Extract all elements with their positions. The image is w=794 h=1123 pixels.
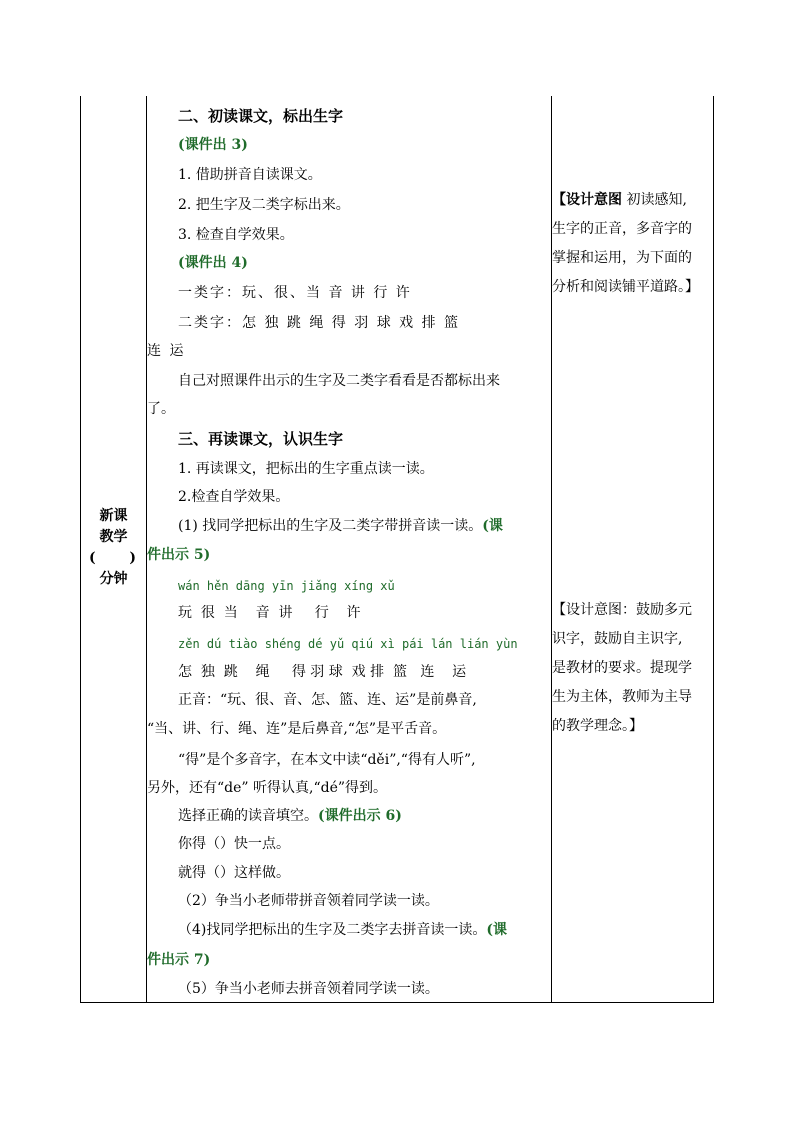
design-intent-note-1: 【设计意图 初读感知, 生字的正音，多音字的 掌握和运用，为下面的 分析和阅读铺平道路。】 [552, 192, 699, 295]
section-label [81, 506, 146, 590]
hanzi-row-1: 玩 很 当 音 讲 行 许 [178, 605, 361, 621]
section-label-line2: 教学 [99, 529, 128, 545]
fill-blank-1: 你得（）快一点。 [178, 836, 290, 852]
courseware-ref-4: (课件出 4) [178, 255, 248, 271]
polyphone-note: “得”是个多音字，在本文中读“děi”,“得有人听”, [178, 752, 476, 768]
class2-characters-cont: 连 运 [147, 343, 186, 359]
pinyin-row-2: zěn dú tiào shéng dé yǔ qiú xì pái lán lián yùn [178, 637, 518, 651]
courseware-ref-5-cont: 件出示 5) [147, 547, 211, 563]
reread-step-4: （2）争当小老师带拼音领着同学读一读。 [178, 893, 439, 909]
heading-first-reading: 二、初读课文，标出生字 [178, 107, 344, 125]
heading-second-reading: 三、再读课文，认识生字 [178, 430, 344, 448]
step-3: 3. 检查自学效果。 [178, 227, 294, 243]
table-border-bottom [80, 1002, 714, 1003]
pronunciation-correction-cont: “当、讲、行、绳、连”是后鼻音,“怎”是平舌音。 [147, 721, 447, 737]
reread-step-5: （4)找同学把标出的生字及二类字去拼音读一读。(课 [178, 922, 507, 938]
section-label-minutes: 分钟 [99, 571, 128, 587]
courseware-ref-5: (课 [482, 518, 503, 534]
reread-step-6: （5）争当小老师去拼音领着同学读一读。 [178, 981, 439, 997]
reread-step-1: 1. 再读课文，把标出的生字重点读一读。 [178, 461, 434, 477]
courseware-ref-6: (课件出示 6) [318, 808, 402, 824]
reread-step-3: (1) 找同学把标出的生字及二类字带拼音读一读。(课 [178, 518, 503, 534]
courseware-ref-7-cont: 件出示 7) [147, 952, 211, 968]
reread-step-2: 2.检查自学效果。 [178, 489, 290, 505]
self-check-text: 自己对照课件出示的生字及二类字看看是否都标出来 [178, 373, 500, 389]
duration-blank: ( ) [89, 550, 136, 566]
step-2: 2. 把生字及二类字标出来。 [178, 197, 350, 213]
design-intent-note-2: 【设计意图：鼓励多元 识字，鼓励自主识字, 是教材的要求。提现学 生为主体，教师为主导 的教学理念。】 [552, 602, 692, 734]
self-check-text-cont: 了。 [147, 401, 175, 417]
courseware-ref-3: (课件出 3) [178, 137, 248, 153]
polyphone-note-cont: 另外，还有“de” 听得认真,“dé”得到。 [147, 780, 388, 796]
class1-characters: 一类字：玩、很、当 音 讲 行 许 [178, 285, 412, 301]
class2-characters: 二类字：怎 独 跳 绳 得 羽 球 戏 排 篮 [178, 315, 461, 331]
courseware-ref-7: (课 [486, 922, 507, 938]
pronunciation-correction: 正音：“玩、很、音、怎、篮、连、运”是前鼻音, [178, 692, 477, 708]
choose-reading-task: 选择正确的读音填空。(课件出示 6) [178, 808, 402, 824]
section-label-line1: 新课 [99, 508, 128, 524]
step-1: 1. 借助拼音自读课文。 [178, 167, 322, 183]
pinyin-row-1: wán hěn dāng yīn jiǎng xíng xǔ [178, 579, 395, 593]
hanzi-row-2: 怎 独 跳 绳 得 羽 球 戏 排 篮 连 运 [178, 664, 467, 680]
fill-blank-2: 就得（）这样做。 [178, 865, 290, 881]
